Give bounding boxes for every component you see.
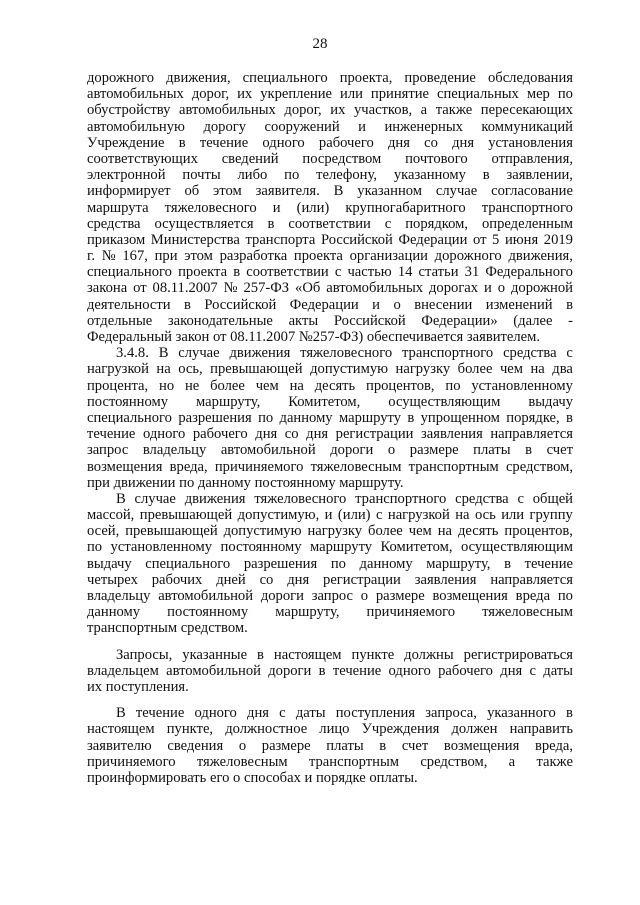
text-line: при движении по данному постоянному маршруту.	[87, 474, 404, 491]
text-line: течение одного рабочего дня со дня регистрации заявления направляется	[87, 426, 573, 443]
paragraph	[87, 705, 573, 786]
text-line: В течение одного дня с даты поступления запроса, указанного в	[116, 705, 573, 722]
text-line: четырех рабочих дней со дня регистрации заявления направляется	[87, 571, 573, 588]
text-line: владельцем автомобильной дороги в течение одного рабочего дня с даты	[87, 662, 573, 679]
paragraph	[87, 491, 573, 637]
text-line: настоящем пункте, должностное лицо Учреждения должен направить	[87, 721, 573, 738]
text-line: автомобильных дорог, их укрепление или принятие специальных мер по	[87, 86, 573, 103]
text-line: дорожного движения, специального проекта, проведение обследования	[87, 70, 573, 86]
text-line: осей, превышающей допустимую нагрузку более чем на десять процентов,	[87, 523, 573, 540]
text-line: электронной почты либо по телефону, указанному в заявлении,	[87, 167, 573, 184]
text-line: закона от 08.11.2007 № 257-ФЗ «Об автомобильных дорогах и о дорожной	[87, 280, 573, 297]
text-line: деятельности в Российской Федерации и о внесении изменений в	[87, 296, 573, 313]
text-line: Запросы, указанные в настоящем пункте должны регистрироваться	[116, 646, 573, 663]
text-line: данному постоянному маршруту, причиняемого тяжеловесным	[87, 604, 573, 621]
text-line: массой, превышающей допустимую, и (или) с нагрузкой на ось или группу	[87, 507, 573, 524]
text-line: обустройству автомобильных дорог, их участков, а также пересекающих	[87, 102, 573, 119]
text-line: их поступления.	[87, 678, 189, 695]
text-line: владельцу автомобильной дороги запрос о размере возмещения вреда по	[87, 588, 573, 604]
text-line: информирует об этом заявителя. В указанном случае согласование	[87, 183, 573, 200]
text-line: причиняемого тяжеловесным транспортным средством, а также	[87, 753, 573, 770]
text-line: запрос владельцу автомобильной дороги о размере платы в счет	[87, 442, 573, 459]
text-line: проинформировать его о способах и порядке оплаты.	[87, 769, 418, 786]
paragraph	[87, 345, 573, 491]
text-line: Федеральный закон от 08.11.2007 №257-ФЗ) обеспечивается заявителем.	[87, 329, 541, 345]
paragraph-gap	[87, 637, 573, 647]
document-body	[87, 70, 573, 786]
text-line: процента, но не более чем на десять процентов, по установленному	[87, 377, 573, 394]
text-line: автомобильную дорогу сооружений и инженерных коммуникаций	[87, 118, 573, 135]
text-line: средства осуществляется в соответствии с порядком, определенным	[87, 215, 573, 232]
text-line: соответствующих сведений посредством почтового отправления,	[87, 150, 573, 167]
text-line: заявителю сведения о размере платы в счет возмещения вреда,	[87, 737, 573, 754]
text-line: 3.4.8. В случае движения тяжеловесного транспортного средства с	[116, 345, 573, 362]
paragraph	[87, 647, 573, 696]
text-line: Учреждение в течение одного рабочего дня со дня установления	[87, 134, 573, 151]
text-line: постоянному маршруту, Комитетом, осуществляющим выдачу	[87, 393, 573, 410]
text-line: по установленному постоянному маршруту Комитетом, осуществляющим	[87, 539, 573, 556]
text-line: выдачу специального разрешения по данному маршруту, в течение	[87, 555, 573, 572]
paragraph-gap	[87, 695, 573, 705]
text-line: В случае движения тяжеловесного транспортного средства с общей	[116, 490, 573, 507]
text-line: специального разрешения по данному маршруту в упрощенном порядке, в	[87, 409, 573, 426]
text-line: специального проекта в соответствии с частью 14 статьи 31 Федерального	[87, 264, 573, 281]
page-number: 28	[312, 36, 328, 52]
text-line: г. № 167, при этом разработка проекта организации дорожного движения,	[87, 248, 573, 265]
text-line: нагрузкой на ось, превышающей допустимую нагрузку более чем на два	[87, 361, 573, 378]
text-line: транспортным средством.	[87, 620, 248, 637]
text-line: возмещения вреда, причиняемого тяжеловесным транспортным средством,	[87, 458, 573, 475]
text-line: отдельные законодательные акты Российской Федерации» (далее -	[87, 312, 573, 329]
text-line: маршрута тяжеловесного и (или) крупногабаритного транспортного	[87, 199, 573, 216]
text-line: приказом Министерства транспорта Российской Федерации от 5 июня 2019	[87, 231, 573, 248]
paragraph	[87, 70, 573, 345]
